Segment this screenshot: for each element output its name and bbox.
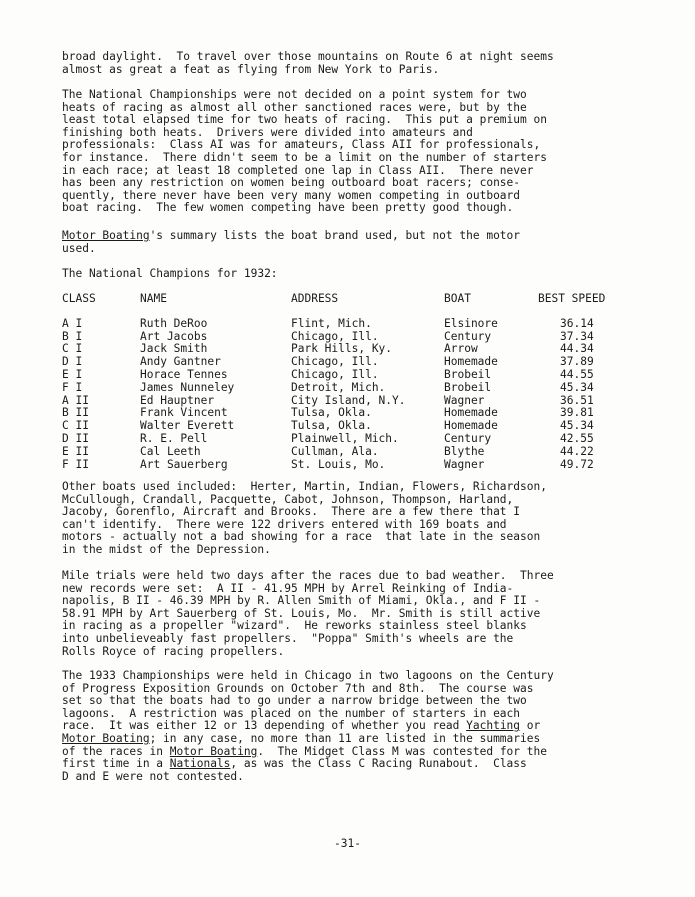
- cell-class: C II: [62, 419, 89, 433]
- text-line: used.: [62, 241, 96, 255]
- cell-name: Horace Tennes: [140, 367, 228, 381]
- paragraph-champions-intro: [62, 268, 642, 281]
- text-line: [62, 230, 642, 243]
- cell-class: F II: [62, 457, 89, 471]
- cell-class: E I: [62, 367, 83, 381]
- cell-class: F I: [62, 380, 83, 394]
- paragraph-other-boats: [62, 481, 642, 557]
- cell-name: Walter Everett: [140, 419, 235, 433]
- text-line: Other boats used included: Herter, Martin, Indian, Flowers, Richardson,: [62, 480, 547, 493]
- cell-class: D I: [62, 355, 83, 369]
- cell-best-speed: 44.55: [560, 367, 594, 381]
- cell-address: City Island, N.Y.: [291, 393, 406, 407]
- cell-name: James Nunneley: [140, 380, 235, 394]
- cell-address: Tulsa, Okla.: [291, 406, 372, 420]
- cell-name: Ed Hauptner: [140, 393, 215, 407]
- table-row: [62, 382, 632, 395]
- header-boat: BOAT: [444, 292, 471, 305]
- text-line: napolis, B II - 46.39 MPH by R. Allen Smith of Miami, Okla., and F II -: [62, 594, 541, 608]
- text-line: lagoons. A restriction was placed on the number of starters in each: [62, 706, 521, 720]
- text-line: The National Champions for 1932:: [62, 267, 278, 280]
- text-line: 58.91 MPH by Art Sauerberg of St. Louis, Mo. Mr. Smith is still active: [62, 606, 541, 620]
- text-line: can't identify. There were 122 drivers entered with 169 boats and: [62, 517, 507, 531]
- cell-best-speed: 36.51: [560, 393, 594, 407]
- cell-boat: Arrow: [444, 342, 478, 356]
- table-row: [62, 446, 632, 459]
- text-line: The National Championships were not decided on a point system for two: [62, 88, 527, 101]
- text-line: professionals: Class AI was for amateurs, Class AII for professionals,: [62, 138, 541, 152]
- cell-address: Chicago, Ill.: [291, 329, 379, 343]
- cell-class: A II: [62, 393, 89, 407]
- text-line: of Progress Exposition Grounds on October 7th and 8th. The course was: [62, 681, 534, 695]
- cell-name: Frank Vincent: [140, 406, 228, 420]
- cell-name: Ruth DeRoo: [140, 316, 208, 330]
- cell-best-speed: 37.89: [560, 355, 594, 369]
- cell-best-speed: 44.22: [560, 444, 594, 458]
- cell-best-speed: 42.55: [560, 431, 594, 445]
- paragraph-mile-trials: [62, 570, 642, 658]
- header-best-speed: BEST SPEED: [538, 292, 606, 305]
- paragraph-national-championships: [62, 89, 642, 215]
- cell-name: Andy Gantner: [140, 355, 221, 369]
- champions-table: [62, 293, 632, 471]
- cell-class: B I: [62, 329, 83, 343]
- cell-address: Tulsa, Okla.: [291, 419, 372, 433]
- text-line: set so that the boats had to go under a narrow bridge between the two: [62, 694, 527, 708]
- cell-class: B II: [62, 406, 89, 420]
- cell-address: Plainwell, Mich.: [291, 431, 399, 445]
- cell-best-speed: 45.34: [560, 380, 594, 394]
- cell-boat: Blythe: [444, 444, 485, 458]
- text-line: Mile trials were held two days after the races due to bad weather. Three: [62, 569, 554, 582]
- cell-address: Chicago, Ill.: [291, 355, 379, 369]
- cell-class: D II: [62, 431, 89, 445]
- cell-address: Detroit, Mich.: [291, 380, 386, 394]
- text-line: broad daylight. To travel over those mountains on Route 6 at night seems: [62, 50, 554, 63]
- header-class: CLASS: [62, 292, 96, 305]
- cell-name: R. E. Pell: [140, 431, 208, 445]
- cell-address: Chicago, Ill.: [291, 367, 379, 381]
- text-fragment: . The Midget Class M was contested for the: [257, 744, 547, 758]
- cell-best-speed: 39.81: [560, 406, 594, 420]
- cell-best-speed: 37.34: [560, 329, 594, 343]
- text-line: least total elapsed time for two heats of racing. This put a premium on: [62, 113, 547, 127]
- table-row: [62, 433, 632, 446]
- cell-class: A I: [62, 316, 83, 330]
- emphasized-word: Nationals: [169, 757, 231, 771]
- text-line: in each race; at least 18 completed one lap in Class AII. There never: [62, 163, 534, 177]
- table-row: [62, 369, 632, 382]
- text-line: quently, there never have been very many women competing in outboard: [62, 188, 521, 202]
- text-line: D and E were not contested.: [62, 769, 244, 783]
- text-line: has been any restriction on women being outboard boat racers; conse-: [62, 176, 521, 190]
- text-line: new records were set: A II - 41.95 MPH by Arrel Reinking of India-: [62, 581, 514, 595]
- cell-best-speed: 36.14: [560, 316, 594, 330]
- text-line: Rolls Royce of racing propellers.: [62, 644, 285, 658]
- cell-name: Art Sauerberg: [140, 457, 228, 471]
- text-line: Jacoby, Gorenflo, Aircraft and Brooks. There are a few there that I: [62, 505, 521, 519]
- paragraph-route-6: [62, 51, 642, 76]
- cell-class: C I: [62, 342, 83, 356]
- text-fragment: , as was the Class C Racing Runabout. Class: [230, 757, 527, 771]
- text-fragment: 's summary lists the boat brand used, but not the motor: [149, 229, 521, 242]
- cell-name: Cal Leeth: [140, 444, 201, 458]
- publication-title: Yachting: [466, 719, 521, 733]
- paragraph-1933-championships: [62, 670, 642, 783]
- text-fragment: first time in a: [62, 757, 170, 771]
- cell-boat: Wagner: [444, 393, 485, 407]
- cell-address: St. Louis, Mo.: [291, 457, 386, 471]
- table-body: [62, 318, 632, 472]
- text-line: finishing both heats. Drivers were divided into amateurs and: [62, 125, 473, 139]
- page-number: -31-: [334, 837, 361, 850]
- cell-name: Art Jacobs: [140, 329, 208, 343]
- cell-boat: Homemade: [444, 355, 498, 369]
- text-fragment: ; in any case, no more than 11 are listed in the summaries: [149, 731, 541, 745]
- text-fragment: race. It was either 12 or 13 depending of whether you read: [62, 719, 467, 733]
- cell-boat: Brobeil: [444, 367, 492, 381]
- header-name: NAME: [140, 292, 167, 305]
- cell-boat: Century: [444, 329, 492, 343]
- publication-title: Motor Boating: [169, 744, 258, 758]
- cell-boat: Elsinore: [444, 316, 498, 330]
- table-row: [62, 318, 632, 331]
- cell-boat: Century: [444, 431, 492, 445]
- text-line: [62, 758, 642, 771]
- text-line: for instance. There didn't seem to be a limit on the number of starters: [62, 150, 547, 164]
- text-fragment: of the races in: [62, 744, 170, 758]
- cell-best-speed: 49.72: [560, 457, 594, 471]
- text-line: almost as great a feat as flying from New York to Paris.: [62, 62, 440, 76]
- cell-boat: Brobeil: [444, 380, 492, 394]
- text-line: in racing as a propeller "wizard". He reworks stainless steel blanks: [62, 619, 527, 633]
- paragraph-motor-boating-summary: [62, 230, 642, 255]
- cell-best-speed: 45.34: [560, 419, 594, 433]
- cell-address: Park Hills, Ky.: [291, 342, 393, 356]
- cell-address: Cullman, Ala.: [291, 444, 379, 458]
- table-header-row: [62, 293, 632, 306]
- cell-boat: Wagner: [444, 457, 485, 471]
- cell-best-speed: 44.34: [560, 342, 594, 356]
- cell-boat: Homemade: [444, 406, 498, 420]
- text-line: motors - actually not a bad showing for a race that late in the season: [62, 530, 541, 544]
- text-line: into unbelieveably fast propellers. "Poppa" Smith's wheels are the: [62, 631, 514, 645]
- publication-title: Motor Boating: [62, 731, 150, 745]
- text-line: heats of racing as almost all other sanctioned races were, but by the: [62, 100, 527, 114]
- text-line: in the midst of the Depression.: [62, 542, 271, 556]
- text-fragment: or: [520, 719, 541, 733]
- text-line: The 1933 Championships were held in Chicago in two lagoons on the Century: [62, 669, 554, 682]
- cell-name: Jack Smith: [140, 342, 208, 356]
- cell-boat: Homemade: [444, 419, 498, 433]
- table-row: [62, 459, 632, 472]
- text-line: boat racing. The few women competing have been pretty good though.: [62, 201, 514, 215]
- header-address: ADDRESS: [291, 292, 339, 305]
- text-line: McCullough, Crandall, Pacquette, Cabot, Johnson, Thompson, Harland,: [62, 492, 514, 506]
- cell-address: Flint, Mich.: [291, 316, 372, 330]
- publication-title: Motor Boating: [62, 229, 150, 242]
- cell-class: E II: [62, 444, 89, 458]
